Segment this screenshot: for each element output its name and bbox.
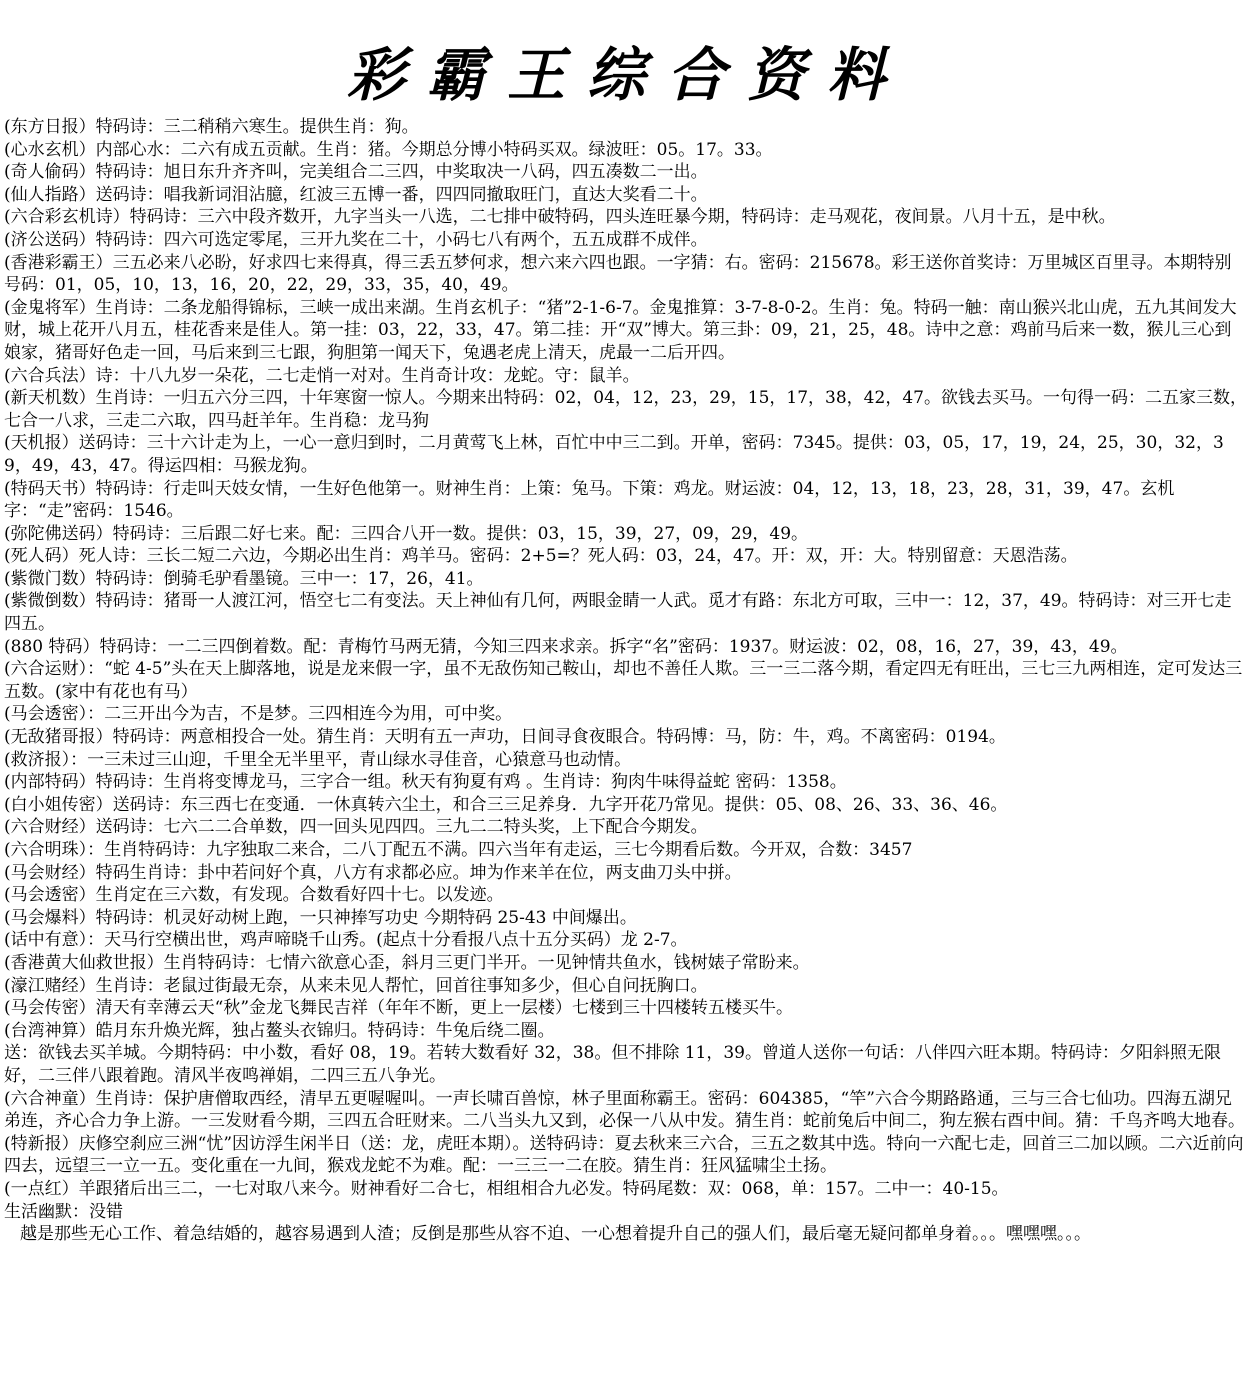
paragraph-16: (紫微倒数）特码诗：猪哥一人渡江河，悟空七二有变法。天上神仙有几何，两眼金睛一人武。觅才有路：东北方可取，三中一：12，37，49。特码诗：对三开七走四五。	[4, 591, 1232, 635]
paragraph-23: (白小姐传密）送码诗：东三西七在变通．一休真转六尘土，和合三三足养身．九字开花乃常见。提供：05、08、26、33、36、46。	[4, 794, 1008, 815]
paragraph-13: (弥陀佛送码）特码诗：三后跟二好七来。配：三四合八开一数。提供：03，15，39，27，09，29，49。	[4, 523, 809, 544]
paragraph-7: (香港彩霸王）三五必来八必盼，好求四七来得真，得三丢五梦何求，想六来六四也跟。一字猜：右。密码：215678。彩王送你首奖诗：万里城区百里寻。本期特别号码：01，05，10，13，16，20，22，29，33，35，40，49。	[4, 252, 1232, 296]
paragraph-34: 送：欲钱去买羊城。今期特码：中小数，看好 08，19。若转大数看好 32，38。但不排除 11，39。曾道人送你一句话：八伴四六旺本期。特码诗：夕阳斜照无限好，二三伴八跟着跑。清风半夜鸣禅娟，二四三五八争光。	[4, 1043, 1221, 1086]
paragraph-4: (仙人指路）送码诗：唱我新词泪沾臆，红波三五博一番，四四同撤取旺门，直达大奖看二十。	[4, 184, 708, 205]
paragraph-9: (六合兵法）诗：十八九岁一朵花，二七走悄一对对。生肖奇计攻：龙蛇。守：鼠羊。	[4, 365, 640, 386]
paragraph-6: (济公送码）特码诗：四六可选定零尾，三开九奖在二十，小码七八有两个，五五成群不成伴。	[4, 229, 708, 250]
paragraph-11: (天机报）送码诗：三十六计走为上，一心一意归到时，二月黄莺飞上林，百忙中中三二到。开单，密码：7345。提供：03，05，17，19，24，25，30，32，39，49，43，47。得运四相：马猴龙狗。	[4, 433, 1224, 476]
paragraph-27: (马会透密）生肖定在三六数，有发现。合数看好四十七。以发迹。	[4, 885, 504, 906]
paragraph-35: (六合神童）生肖诗：保护唐僧取西经，清早五更喔喔叫。一声长啸百兽惊，林子里面称霸王。密码：604385，“竿”六合今期路路通，三与三合七仙功。四海五湖兄弟连，齐心合力争上游。一三发财看今期，三四五合旺财来。二八当头九又到，必保一八从中发。猜生肖：蛇前兔后中间二，狗左猴右酉中间。猜：千鸟齐鸣大地春。	[4, 1088, 1245, 1132]
paragraph-12: (特码天书）特码诗：行走叫天妓女情，一生好色他第一。财神生肖：上策：兔马。下策：鸡龙。财运波：04，12，13，18，23，28，31，39，47。玄机字：“走”密码：1546。	[4, 478, 1175, 522]
paragraph-31: (濠江赌经）生肖诗：老鼠过街最无奈，从来未见人帮忙，回首往事知多少，但心自问抚胸口。	[4, 975, 708, 996]
paragraph-28: (马会爆料）特码诗：机灵好动树上跑，一只神捧写功史 今期特码 25-43 中间爆出。	[4, 907, 637, 928]
paragraph-32: (马会传密）清天有幸薄云天“秋”金龙飞舞民吉祥（年年不断，更上一层楼）七楼到三十四楼转五楼买牛。	[4, 998, 794, 1019]
paragraph-30: (香港黄大仙救世报）生肖特码诗：七情六欲意心歪，斜月三更门半开。一见钟情共鱼水，钱树婊子常盼来。	[4, 952, 810, 973]
document-body	[4, 116, 1248, 1246]
paragraph-19: (马会透密）：二三开出今为吉，不是梦。三四相连今为用，可中奖。	[4, 704, 513, 725]
paragraph-21: (救济报）：一三未过三山迎，千里全无半里平，青山绿水寻佳音，心猿意马也动情。	[4, 749, 632, 770]
paragraph-29: (话中有意）：天马行空横出世，鸡声啼晓千山秀。(起点十分看报八点十五分买码）龙 2-7。	[4, 930, 688, 951]
paragraph-14: (死人码）死人诗：三长二短二六边，今期必出生肖：鸡羊马。密码：2+5=？死人码：03，24，47。开：双，开：大。特别留意：天恩浩荡。	[4, 546, 1078, 567]
paragraph-39: 越是那些无心工作、着急结婚的，越容易遇到人渣；反倒是那些从容不迫、一心想着提升自己的强人们，最后毫无疑问都单身着。。。嘿嘿嘿。。。	[20, 1224, 1091, 1245]
paragraph-18: (六合运财）：“蛇 4-5”头在天上脚落地，说是龙来假一字，虽不无敌伤知己鞍山，却也不善任人欺。三一三二落今期，看定四无有旺出，三七三九两相连，定可发达三五数。(家中有花也有马）	[4, 659, 1243, 702]
paragraph-25: (六合明珠）：生肖特码诗：九字独取二来合，二八丁配五不满。四六当年有走运，三七今期看后数。今开双，合数：3457	[4, 840, 913, 860]
paragraph-20: (无敌猪哥报）特码诗：两意相投合一处。猜生肖：天明有五一声功，日间寻食夜眼合。特码博：马，防：牛，鸡。不离密码：0194。	[4, 727, 1006, 748]
paragraph-17: (880 特码）特码诗：一二三四倒着数。配：青梅竹马两无猜，今知三四来求亲。拆字“名”密码：1937。财运波：02，08，16，27，39，43，49。	[4, 636, 1128, 657]
paragraph-10: (新天机数）生肖诗：一归五六分三四，十年寒窗一惊人。今期来出特码：02，04，12，23，29，15，17，38，42，47。欲钱去买马。一句得一码：二五家三数，七合一八求，三走二六取，四马赶羊年。生肖稳：龙马狗	[4, 388, 1247, 431]
paragraph-3: (奇人偷码）特码诗：旭日东升齐齐叫，完美组合二三四，中奖取决一八码，四五凑数二一出。	[4, 162, 708, 183]
paragraph-15: (紫微门数）特码诗：倒骑毛驴看墨镜。三中一：17，26，41。	[4, 568, 484, 589]
paragraph-1: (东方日报）特码诗：三二稍稍六寒生。提供生肖：狗。	[4, 117, 419, 137]
paragraph-22: (内部特码）特码诗：生肖将变博龙马，三字合一组。秋天有狗夏有鸡 。生肖诗：狗肉牛味得益蛇 密码：1358。	[4, 772, 847, 793]
paragraph-5: (六合彩玄机诗）特码诗：三六中段齐数开，九字当头一八选，二七排中破特码，四头连旺暴今期，特码诗：走马观花，夜间景。八月十五，是中秋。	[4, 207, 1116, 228]
paragraph-2: (心水玄机）内部心水：二六有成五贡献。生肖：猪。今期总分博小特码买双。绿波旺：05。17。33。	[4, 139, 773, 160]
paragraph-37: (一点红）羊跟猪后出三二，一七对取八来今。财神看好二合七，相组相合九必发。特码尾数：双：068，单：157。二中一：40-15。	[4, 1178, 1009, 1199]
paragraph-36: (特新报）庆修空刹应三洲“忧”因访浮生闲半日（送：龙，虎旺本期）。送特码诗：夏去秋来三六合，三五之数其中选。特向一六配七走，回首三二加以顾。二六近前向四去，远望三一立一五。变化重在一九间，猴戏龙蛇不为难。配：一三三一二在胶。猜生肖：狂风猛啸尘土扬。	[4, 1133, 1244, 1177]
paragraph-8: (金鬼将军）生肖诗：二条龙船得锦标，三峡一成出来湖。生肖玄机子：“猪”2-1-6-7。金鬼推算：3-7-8-0-2。生肖：兔。特码一触：南山猴兴北山虎，五九其间发大财，城上花开八月五，桂花香来是佳人。第一挂：03，22，33，47。第二挂：开“双”博大。第三卦：09，21，25，48。诗中之意：鸡前马后来一数，猴儿三心到娘家，猪哥好色走一回，马后来到三七跟，狗胆第一闻天下，兔遇老虎上清天，虎最一二后开四。	[4, 297, 1237, 363]
paragraph-38: 生活幽默：没错	[4, 1201, 123, 1222]
paragraph-24: (六合财经）送码诗：七六二二合单数，四一回头见四四。三九二二特头奖，上下配合今期发。	[4, 817, 708, 838]
paragraph-33: (台湾神算）皓月东升焕光辉，独占鳌头衣锦归。特码诗：牛兔后绕二圈。	[4, 1020, 555, 1041]
paragraph-26: (马会财经）特码生肖诗：卦中若问好个真，八方有求都必应。坤为作来羊在位，两支曲刀头中拼。	[4, 862, 742, 883]
page-title: 彩霸王综合资料	[346, 41, 907, 109]
